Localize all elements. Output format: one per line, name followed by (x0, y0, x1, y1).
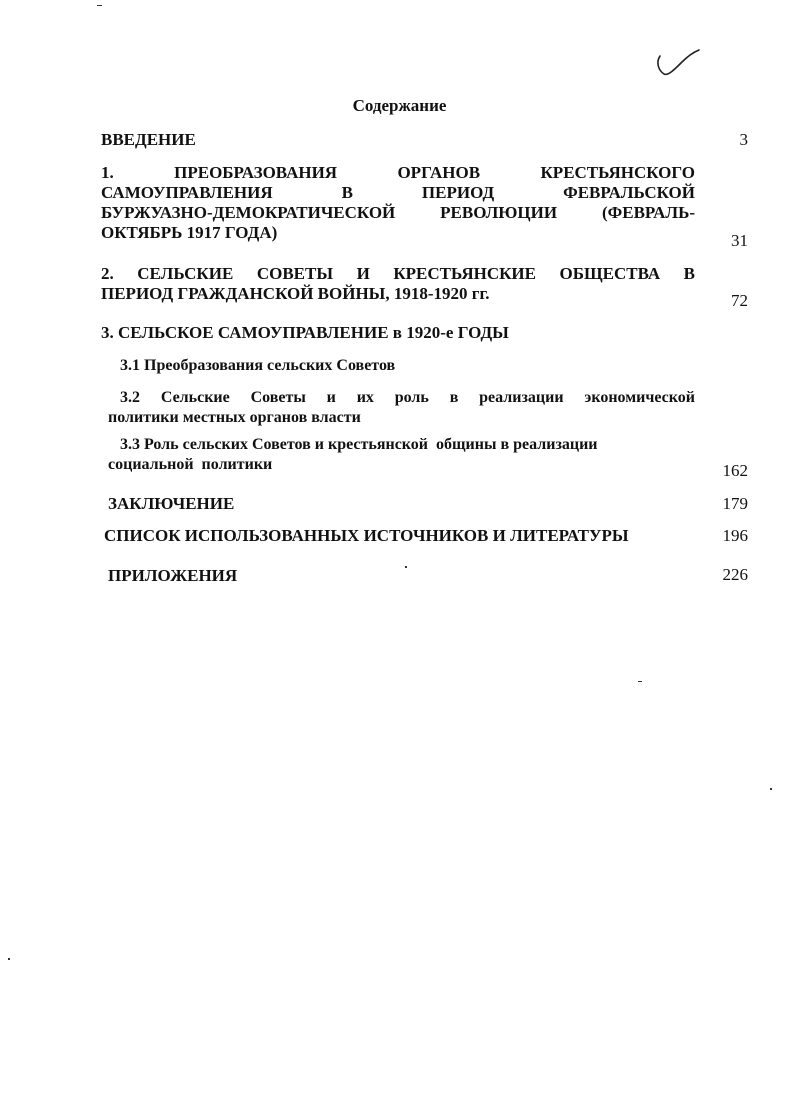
scan-speck (405, 566, 407, 568)
toc-line: 3.2 Сельские Советы и их роль в реализации экономической (120, 389, 695, 406)
toc-entry-chapter-2 (101, 264, 695, 304)
toc-line: социальной политики (108, 456, 273, 473)
toc-entry-appendices: ПРИЛОЖЕНИЯ (108, 566, 238, 585)
handwritten-check-icon (652, 48, 702, 82)
toc-line: политики местных органов власти (108, 409, 361, 426)
toc-line: 1. ПРЕОБРАЗОВАНИЯ ОРГАНОВ КРЕСТЬЯНСКОГО (101, 163, 695, 182)
toc-entry-introduction: ВВЕДЕНИЕ (101, 130, 196, 149)
toc-page-chapter-1: 31 (731, 231, 748, 250)
toc-page-bibliography: 196 (722, 526, 748, 545)
page-title: Содержание (352, 96, 447, 115)
toc-page-introduction: 3 (739, 130, 748, 149)
toc-line: 3.3 Роль сельских Советов и крестьянской общины в реализации (120, 436, 598, 453)
toc-page-section-3-3: 162 (722, 461, 748, 480)
toc-line: САМОУПРАВЛЕНИЯ В ПЕРИОД ФЕВРАЛЬСКОЙ (101, 183, 695, 202)
toc-entry-section-3-1: 3.1 Преобразования сельских Советов (120, 357, 396, 374)
toc-page-appendices: 226 (722, 565, 748, 584)
toc-entry-section-3-3 (108, 435, 695, 475)
toc-line: 2. СЕЛЬСКИЕ СОВЕТЫ И КРЕСТЬЯНСКИЕ ОБЩЕСТВА В (101, 264, 695, 283)
toc-page-chapter-2: 72 (731, 291, 748, 310)
toc-entry-chapter-3: 3. СЕЛЬСКОЕ САМОУПРАВЛЕНИЕ в 1920-е ГОДЫ (101, 323, 509, 342)
scan-speck (770, 788, 772, 790)
toc-line: ОКТЯБРЬ 1917 ГОДА) (101, 223, 278, 242)
toc-page-conclusion: 179 (722, 494, 748, 513)
toc-entry-chapter-1 (101, 163, 695, 243)
toc-line: БУРЖУАЗНО-ДЕМОКРАТИЧЕСКОЙ РЕВОЛЮЦИИ (ФЕВРАЛЬ- (101, 203, 695, 222)
toc-line: ПЕРИОД ГРАЖДАНСКОЙ ВОЙНЫ, 1918-1920 гг. (101, 284, 490, 303)
toc-entry-bibliography: СПИСОК ИСПОЛЬЗОВАННЫХ ИСТОЧНИКОВ И ЛИТЕРАТУРЫ (104, 526, 629, 545)
scan-speck (638, 681, 642, 682)
scan-speck (97, 5, 102, 6)
toc-entry-conclusion: ЗАКЛЮЧЕНИЕ (108, 494, 235, 513)
toc-entry-section-3-2 (108, 388, 695, 428)
scan-speck (8, 958, 10, 960)
